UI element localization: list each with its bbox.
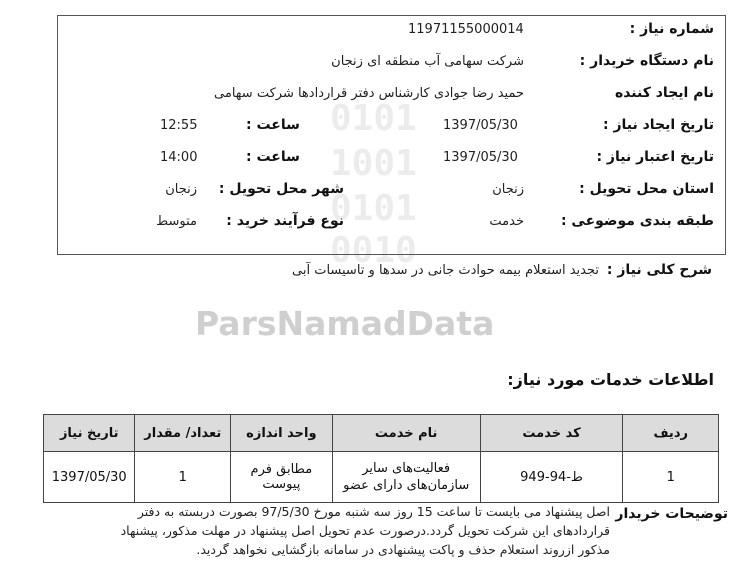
valid-time-label: ساعت : [246,149,300,165]
col-header-service-name: نام خدمت [332,415,480,452]
buyer-value: شرکت سهامی آب منطقه ای زنجان [331,54,524,69]
province-value: زنجان [492,182,524,197]
cell-quantity: 1 [135,452,231,503]
city-value: زنجان [165,182,197,197]
col-header-service-code: کد خدمت [480,415,623,452]
buyer-notes-text [121,502,610,559]
created-time-value: 12:55 [160,118,198,133]
need-number-value: 11971155000014 [408,22,524,37]
services-table [43,414,719,503]
watermark-brand: ParsNamadData [195,304,495,343]
watermark-digits: 0010 [330,230,417,271]
table-header-row [44,415,719,452]
cell-service-code: ط-94-949 [480,452,623,503]
buyer-notes-line-3: مذکور ازروند استعلام حذف و پاکت پیشنهادی در سامانه بازگشایی نخواهد گردید. [196,542,610,557]
created-date-value: 1397/05/30 [443,118,518,133]
col-header-unit: واحد اندازه [231,415,333,452]
col-header-need-date: تاریخ نیاز [44,415,135,452]
watermark-digits: 0101 [330,188,417,229]
table-row [44,452,719,503]
summary-value: تجدید استعلام بیمه حوادث جانی در سدها و تاسیسات آبی [292,263,599,278]
watermark-digits: 1001 [330,143,417,184]
buyer-notes-line-2: قراردادهای این شرکت تحویل گردد.درصورت عدم تحویل اصل پیشنهاد در مهلت مذکور، پیشنهاد [120,523,610,538]
col-header-row-number: ردیف [623,415,719,452]
province-label: استان محل تحویل : [579,181,714,197]
summary-label: شرح کلی نیاز : [606,262,712,278]
service-name-line-2: سازمان‌های دارای عضو [343,478,470,493]
created-date-label: تاریخ ایجاد نیاز : [602,117,714,133]
buyer-notes-line-1: اصل پیشنهاد می بایست تا ساعت 15 روز سه شنبه مورخ 97/5/30 بصورت دربسته به دفتر [137,504,610,519]
buyer-notes-label: توضیحات خریدار [615,506,728,522]
valid-date-label: تاریخ اعتبار نیاز : [596,149,714,165]
creator-label: نام ایجاد کننده [614,85,714,101]
cell-unit: مطابق فرم پیوست [231,452,333,503]
process-label: نوع فرآیند خرید : [226,213,344,229]
cell-service-name [332,452,480,503]
city-label: شهر محل تحویل : [218,181,344,197]
creator-value: حمید رضا جوادی کارشناس دفتر قراردادها شرکت سهامی [214,86,524,101]
watermark-digits: 0101 [330,98,417,139]
process-value: متوسط [156,214,197,229]
valid-time-value: 14:00 [160,150,198,165]
cell-row-number: 1 [623,452,719,503]
buyer-label: نام دستگاه خریدار : [579,53,714,69]
category-label: طبقه بندی موضوعی : [560,213,714,229]
created-time-label: ساعت : [246,117,300,133]
category-value: خدمت [489,214,524,229]
need-number-label: شماره نیاز : [629,21,714,37]
service-name-line-1: فعالیت‌های سایر [362,461,451,476]
services-section-title: اطلاعات خدمات مورد نیاز: [507,370,714,389]
valid-date-value: 1397/05/30 [443,150,518,165]
cell-need-date: 1397/05/30 [44,452,135,503]
col-header-quantity: تعداد/ مقدار [135,415,231,452]
